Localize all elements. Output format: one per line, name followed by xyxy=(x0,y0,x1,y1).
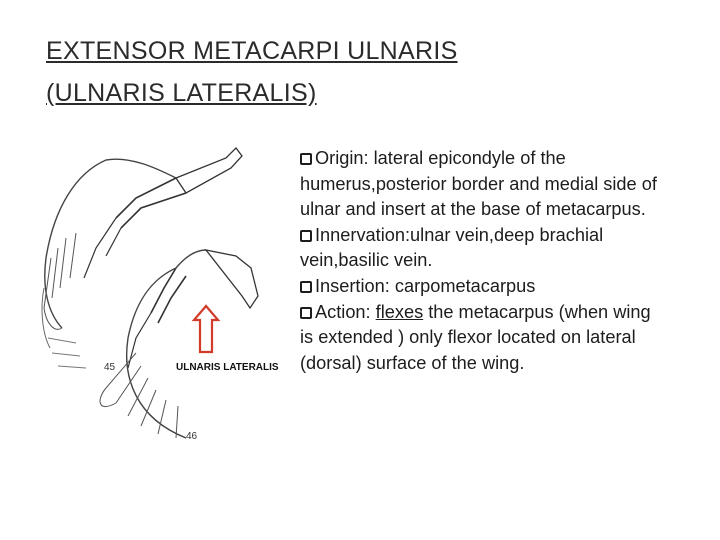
bullet-list xyxy=(300,146,660,376)
bullet-action xyxy=(300,300,660,377)
bullet-action-underlined: flexes xyxy=(375,301,424,322)
bullet-action-before: Action: xyxy=(315,301,376,322)
slide-title xyxy=(46,30,666,114)
bullet-innervation xyxy=(300,223,660,274)
checkbox-bullet-icon xyxy=(300,230,312,242)
bullet-insertion xyxy=(300,274,660,300)
figure-number-46: 46 xyxy=(186,431,198,442)
checkbox-bullet-icon xyxy=(300,307,312,319)
wing-illustration xyxy=(36,138,296,448)
bullet-origin xyxy=(300,146,660,223)
title-line-1: EXTENSOR METACARPI ULNARIS xyxy=(46,37,458,65)
figure-number-45: 45 xyxy=(104,362,116,373)
wing-drawing xyxy=(36,138,296,448)
checkbox-bullet-icon xyxy=(300,281,312,293)
bullet-origin-text: Origin: lateral epicondyle of the humerus,posterior border and medial side of ulnar and insert at the base of metacarpus. xyxy=(300,148,657,220)
red-arrow-icon xyxy=(194,306,218,352)
figure-label: ULNARIS LATERALIS xyxy=(176,362,279,373)
bullet-insertion-text: Insertion: carpometacarpus xyxy=(315,275,536,296)
bullet-innervation-text: Innervation:ulnar vein,deep brachial vein,basilic vein. xyxy=(300,224,604,271)
title-line-2: (ULNARIS LATERALIS) xyxy=(46,79,317,107)
checkbox-bullet-icon xyxy=(300,153,312,165)
bullet-action-after: the metacarpus (when wing is extended ) only flexor located on lateral (dorsal) surface of the wing. xyxy=(300,301,651,373)
